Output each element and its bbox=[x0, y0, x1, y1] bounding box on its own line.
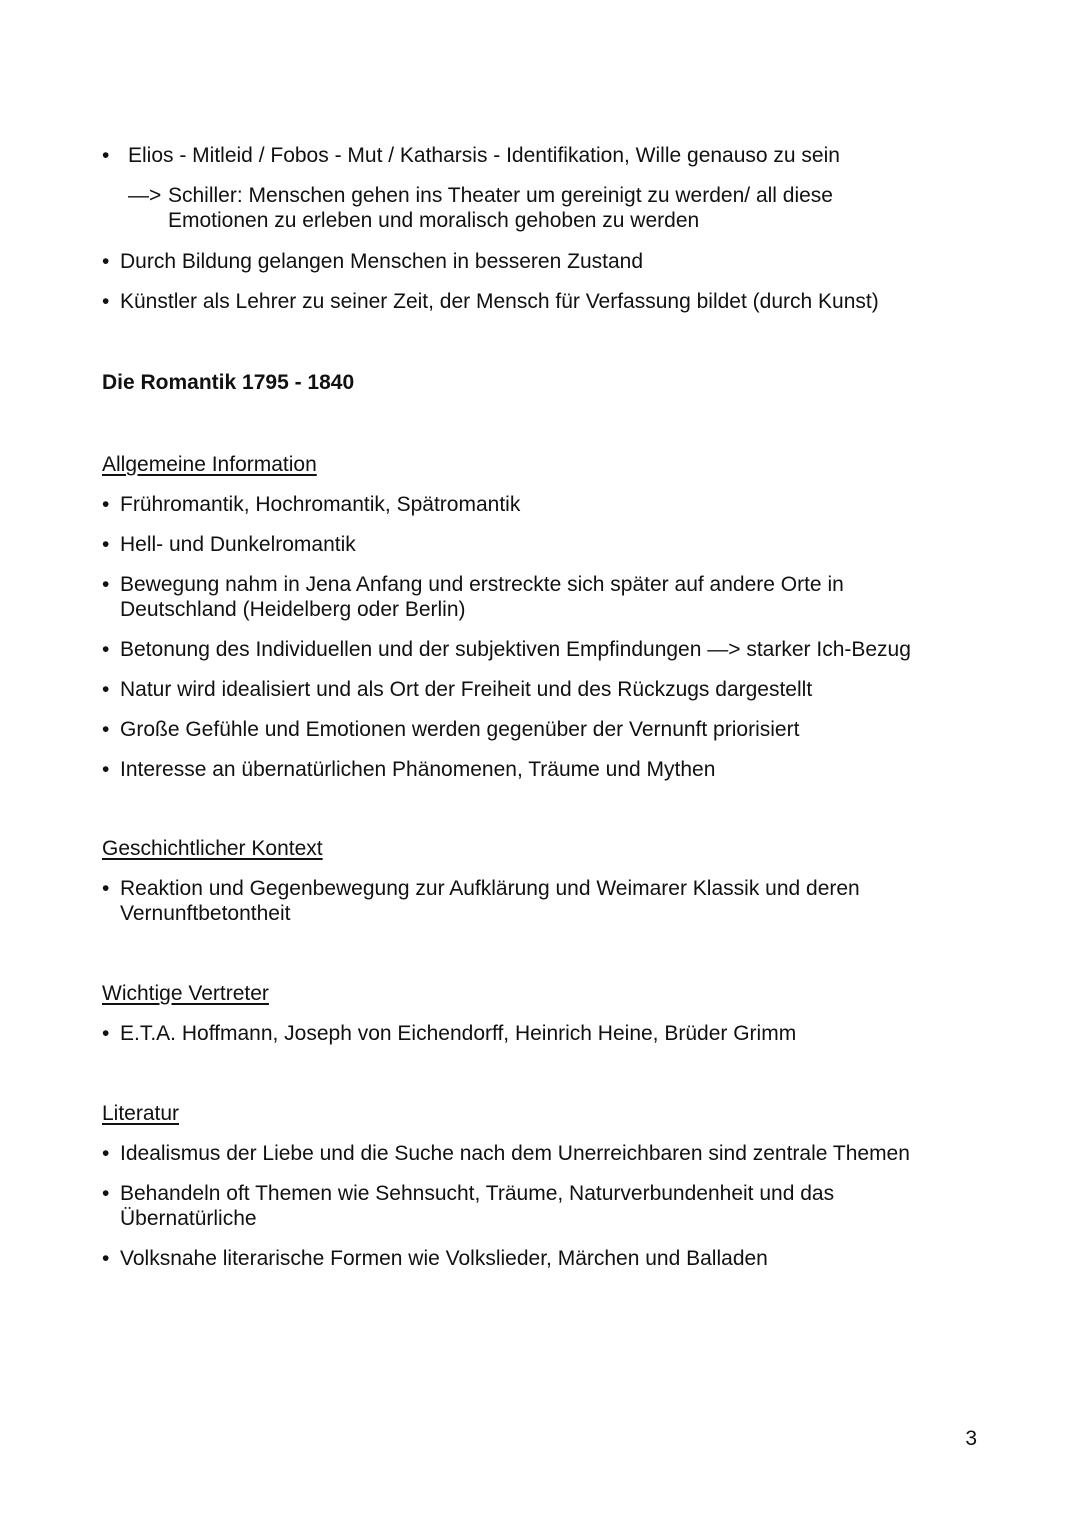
bullet-icon: • bbox=[102, 1182, 110, 1205]
bullet-icon: • bbox=[102, 678, 110, 701]
section-title-allgemein: Allgemeine Information bbox=[102, 453, 317, 476]
bullet-icon: • bbox=[102, 638, 110, 661]
bullet-icon: • bbox=[102, 144, 110, 167]
bullet-icon: • bbox=[102, 573, 110, 596]
list-item-text: Frühromantik, Hochromantik, Spätromantik bbox=[120, 493, 521, 516]
list-item-text: Bewegung nahm in Jena Anfang und erstreckte sich später auf andere Orte in Deutschland (Heidelberg oder Berlin) bbox=[120, 573, 844, 621]
page-number: 3 bbox=[965, 1427, 977, 1450]
list-item-text: Interesse an übernatürlichen Phänomenen, Träume und Mythen bbox=[120, 758, 716, 781]
list-item-text: Idealismus der Liebe und die Suche nach dem Unerreichbaren sind zentrale Themen bbox=[120, 1142, 910, 1165]
bullet-icon: • bbox=[102, 290, 110, 313]
list-item bbox=[102, 492, 982, 517]
bullet-icon: • bbox=[102, 250, 110, 273]
section-title-kontext: Geschichtlicher Kontext bbox=[102, 837, 323, 860]
list-item bbox=[102, 1246, 982, 1271]
list-item bbox=[102, 1021, 982, 1046]
section-heading: Die Romantik 1795 - 1840 bbox=[102, 371, 355, 394]
list-item bbox=[102, 677, 982, 702]
bullet-icon: • bbox=[102, 1142, 110, 1165]
list-item bbox=[102, 876, 902, 926]
bullet-icon: • bbox=[102, 1247, 110, 1270]
list-item-text: Große Gefühle und Emotionen werden gegenüber der Vernunft priorisiert bbox=[120, 718, 800, 741]
list-item bbox=[102, 637, 982, 662]
list-item-text: Durch Bildung gelangen Menschen in besseren Zustand bbox=[120, 250, 644, 273]
list-item bbox=[102, 1181, 892, 1231]
list-item-text: E.T.A. Hoffmann, Joseph von Eichendorff, Heinrich Heine, Brüder Grimm bbox=[120, 1022, 797, 1045]
list-item-text: Betonung des Individuellen und der subjektiven Empfindungen —> starker Ich-Bezug bbox=[120, 638, 911, 661]
list-item-text: Behandeln oft Themen wie Sehnsucht, Träume, Naturverbundenheit und das Übernatürliche bbox=[120, 1182, 835, 1230]
sub-note-text: Schiller: Menschen gehen ins Theater um gereinigt zu werden/ all diese Emotionen zu erleben und moralisch gehoben zu werden bbox=[168, 184, 833, 232]
sub-note bbox=[128, 183, 908, 233]
bullet-icon: • bbox=[102, 533, 110, 556]
list-item bbox=[102, 757, 982, 782]
list-item-text: Hell- und Dunkelromantik bbox=[120, 533, 356, 556]
bullet-icon: • bbox=[102, 758, 110, 781]
bullet-icon: • bbox=[102, 718, 110, 741]
list-item bbox=[102, 249, 982, 274]
list-item-text: Elios - Mitleid / Fobos - Mut / Katharsis - Identifikation, Wille genauso zu sein bbox=[128, 144, 840, 167]
list-item bbox=[102, 717, 982, 742]
bullet-icon: • bbox=[102, 877, 110, 900]
bullet-icon: • bbox=[102, 493, 110, 516]
list-item-text: Reaktion und Gegenbewegung zur Aufklärung und Weimarer Klassik und deren Vernunftbetontheit bbox=[120, 877, 860, 925]
list-item bbox=[102, 1141, 982, 1166]
arrow-icon: —> bbox=[128, 184, 162, 207]
section-title-vertreter: Wichtige Vertreter bbox=[102, 982, 269, 1005]
bullet-icon: • bbox=[102, 1022, 110, 1045]
list-item bbox=[102, 572, 902, 622]
list-item-text: Volksnahe literarische Formen wie Volkslieder, Märchen und Balladen bbox=[120, 1247, 768, 1270]
list-item bbox=[102, 532, 982, 557]
list-item-text: Natur wird idealisiert und als Ort der Freiheit und des Rückzugs dargestellt bbox=[120, 678, 813, 701]
section-title-literatur: Literatur bbox=[102, 1102, 180, 1125]
list-item bbox=[102, 289, 982, 314]
list-item-text: Künstler als Lehrer zu seiner Zeit, der Mensch für Verfassung bildet (durch Kunst) bbox=[120, 290, 879, 313]
list-item bbox=[102, 143, 982, 168]
